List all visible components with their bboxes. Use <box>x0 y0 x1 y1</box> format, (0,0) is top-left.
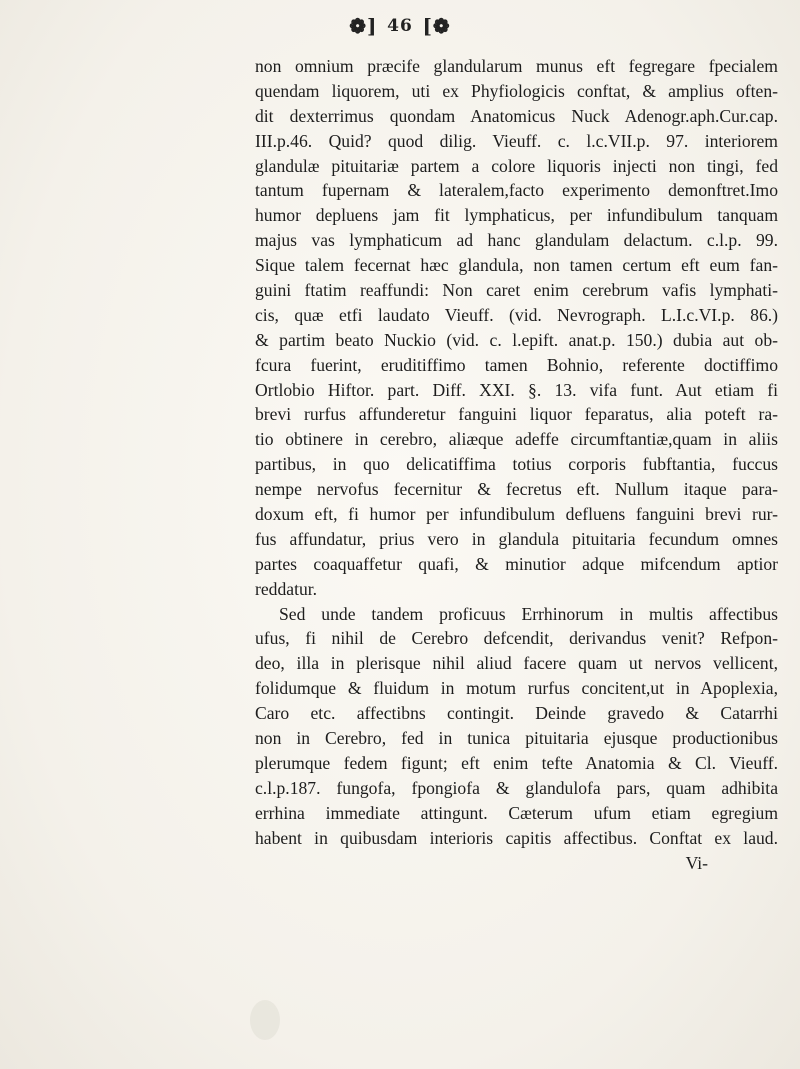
text-line: folidumque & fluidum in motum rurfus concitent,ut in Apoplexia, <box>255 678 778 699</box>
text-line: partes coaquaffetur quafi, & minutior adque mifcendum aptior <box>255 553 778 574</box>
text-line: Sique talem fecernat hæc glandula, non tamen certum eft eum fan- <box>255 255 778 276</box>
text-line: guini ftatim reaffundi: Non caret enim cerebrum vafis lymphati- <box>255 280 778 301</box>
text-line: cis, quæ etfi laudato Vieuff. (vid. Nevrograph. L.I.c.VI.p. 86.) <box>255 304 778 325</box>
header-ornament-right: [❁ <box>422 14 451 38</box>
text-line: quendam liquorem, uti ex Phyfiologicis conftat, & amplius often- <box>255 80 778 101</box>
text-line: dit dexterrimus quondam Anatomicus Nuck Adenogr.aph.Cur.cap. <box>255 105 778 126</box>
page-header <box>0 14 800 48</box>
text-line: tantum fupernam & lateralem,facto experimento demonftret.Imo <box>255 180 778 201</box>
text-line: fcura fuerint, eruditiffimo tamen Bohnio, referente doctiffimo <box>255 354 778 375</box>
text-line: c.l.p.187. fungofa, fpongiofa & glandulofa pars, quam adhibita <box>255 777 778 798</box>
text-line: errhina immediate attingunt. Cæterum ufum etiam egregium <box>255 802 778 823</box>
text-line: brevi rurfus affunderetur fanguini liquor feparatus, alia poteft ra- <box>255 404 778 425</box>
text-line: humor depluens jam fit lymphaticus, per infundibulum tanquam <box>255 205 778 226</box>
text-line: reddatur. <box>255 578 318 599</box>
text-line: partibus, in quo delicatiffima totius corporis fubftantia, fuccus <box>255 454 778 475</box>
paper-stain <box>250 1000 280 1040</box>
text-line: non in Cerebro, fed in tunica pituitaria ejusque productionibus <box>255 728 778 749</box>
text-line: glandulæ pituitariæ partem a colore liquoris injecti non tingi, fed <box>255 155 778 176</box>
text-line: III.p.46. Quid? quod dilig. Vieuff. c. l.c.VII.p. 97. interiorem <box>255 130 778 151</box>
text-line: Caro etc. affectibns contingit. Deinde gravedo & Catarrhi <box>255 703 778 724</box>
text-line: Sed unde tandem proficuus Errhinorum in multis affectibus <box>279 603 778 624</box>
text-line: majus vas lymphaticum ad hanc glandulam delactum. c.l.p. 99. <box>255 230 778 251</box>
text-line: tio obtinere in cerebro, aliæque adeffe circumftantiæ,quam in aliis <box>255 429 778 450</box>
text-line: doxum eft, fi humor per infundibulum defluens fanguini brevi rur- <box>255 504 778 525</box>
page-number: 46 <box>387 16 413 36</box>
body-text <box>255 54 778 875</box>
text-line: habent in quibusdam interioris capitis affectibus. Conftat ex laud. <box>255 827 778 848</box>
text-line: plerumque fedem figunt; eft enim tefte Anatomia & Cl. Vieuff. <box>255 752 778 773</box>
text-line: ufus, fi nihil de Cerebro defcendit, derivandus venit? Refpon- <box>255 628 778 649</box>
text-line: Ortlobio Hiftor. part. Diff. XXI. §. 13. vifa funt. Aut etiam fi <box>255 379 778 400</box>
text-line: fus affundatur, prius vero in glandula pituitaria fecundum omnes <box>255 528 778 549</box>
text-line: nempe nervofus fecernitur & fecretus eft. Nullum itaque para- <box>255 479 778 500</box>
text-line: & partim beato Nuckio (vid. c. l.epift. anat.p. 150.) dubia aut ob- <box>255 329 778 350</box>
text-line: non omnium præcife glandularum munus eft fegregare fpecialem <box>255 56 778 76</box>
header-ornament-left: ❁] <box>349 14 378 38</box>
catchword: Vi- <box>685 852 708 873</box>
text-line: deo, illa in plerisque nihil aliud facere quam ut nervos vellicent, <box>255 653 778 674</box>
